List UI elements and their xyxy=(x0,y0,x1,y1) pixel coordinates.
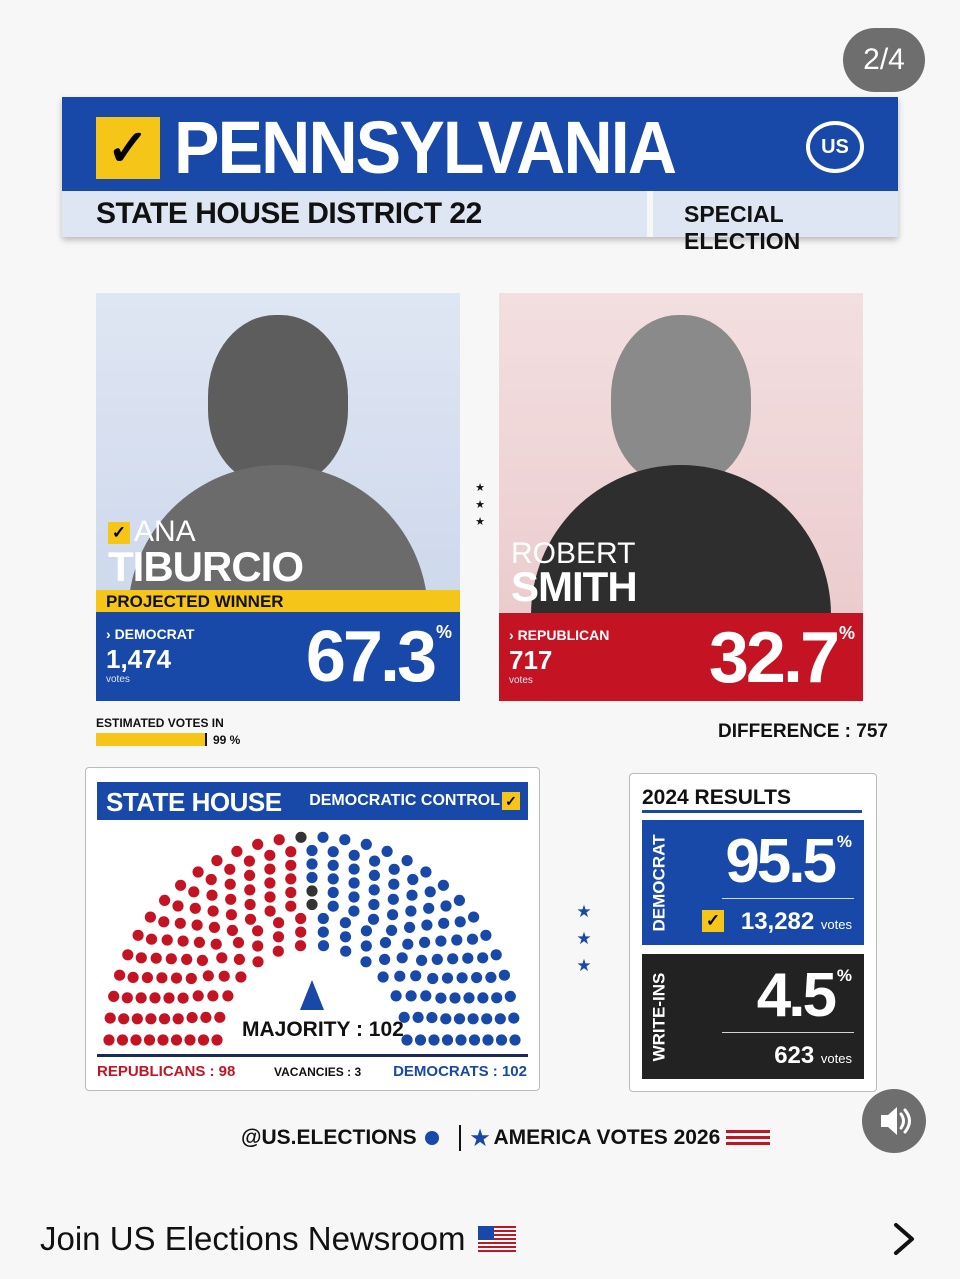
seat-republican xyxy=(264,864,275,875)
seat-democrat xyxy=(432,954,443,965)
seat-republican xyxy=(265,906,276,917)
banner-top xyxy=(62,97,898,191)
projected-winner-badge: PROJECTED WINNER xyxy=(96,590,460,612)
seat-republican xyxy=(206,890,217,901)
divider xyxy=(722,1032,854,1033)
seat-republican xyxy=(211,1034,222,1045)
seat-republican xyxy=(285,887,296,898)
democrat-votes-number: 13,282 xyxy=(740,908,815,935)
seat-republican xyxy=(208,906,219,917)
state-house-title: STATE HOUSE xyxy=(106,787,282,817)
seat-republican xyxy=(216,952,227,963)
seat-democrat xyxy=(407,874,418,885)
seat-republican xyxy=(273,946,284,957)
banner-divider xyxy=(647,191,653,237)
join-newsroom-link[interactable] xyxy=(40,1220,516,1258)
democrat-vertical-label xyxy=(645,820,673,945)
seat-democrat xyxy=(348,906,359,917)
seat-democrat xyxy=(455,1034,466,1045)
seat-democrat xyxy=(468,1013,479,1024)
seat-republican xyxy=(145,912,156,923)
seat-democrat xyxy=(368,899,379,910)
seat-democrat xyxy=(404,922,415,933)
seat-democrat xyxy=(491,949,502,960)
seat-republican xyxy=(130,1034,141,1045)
seat-democrat xyxy=(388,894,399,905)
seat-republican xyxy=(171,1034,182,1045)
results-2024-panel xyxy=(629,773,877,1092)
seat-democrat xyxy=(440,1013,451,1024)
state-house-panel xyxy=(85,767,540,1091)
divider xyxy=(722,898,854,899)
candidate-first-name: ROBERT xyxy=(511,537,636,570)
writeins-votes xyxy=(774,1042,852,1070)
photo-head xyxy=(208,315,348,485)
tagline: AMERICA VOTES 2026 xyxy=(493,1126,721,1149)
seat-democrat xyxy=(389,864,400,875)
seat-democrat xyxy=(328,887,339,898)
seat-republican xyxy=(209,922,220,933)
seat-republican xyxy=(122,949,133,960)
seat-republican xyxy=(159,895,170,906)
seat-democrat xyxy=(428,1034,439,1045)
seat-democrat xyxy=(425,886,436,897)
seat-republican xyxy=(219,971,230,982)
seat-democrat xyxy=(415,1034,426,1045)
seat-republican xyxy=(159,1013,170,1024)
seat-democrat xyxy=(442,973,453,984)
seat-democrat xyxy=(360,956,371,967)
seat-democrat xyxy=(477,992,488,1003)
seat-democrat xyxy=(340,946,351,957)
winner-check-icon: ✓ xyxy=(108,522,130,544)
seat-republican xyxy=(203,970,214,981)
seat-republican xyxy=(136,952,147,963)
district-title: STATE HOUSE DISTRICT 22 xyxy=(96,197,482,230)
seat-republican xyxy=(235,971,246,982)
checkmark-icon: ✓ xyxy=(96,117,160,179)
chevron-right-icon[interactable] xyxy=(888,1222,920,1256)
results-2024-underline xyxy=(642,810,862,813)
seat-democrat xyxy=(328,901,339,912)
seat-democrat xyxy=(505,991,516,1002)
seat-republican xyxy=(178,936,189,947)
majority-label: MAJORITY : 102 xyxy=(242,1018,404,1041)
seat-republican xyxy=(186,973,197,984)
seat-republican xyxy=(224,864,235,875)
percent-sign: % xyxy=(836,832,852,851)
seat-republican xyxy=(244,856,255,867)
seat-republican xyxy=(181,954,192,965)
seat-democrat xyxy=(426,1012,437,1023)
seat-republican xyxy=(206,874,217,885)
seat-republican xyxy=(245,914,256,925)
seat-democrat xyxy=(438,918,449,929)
seat-republican xyxy=(214,1012,225,1023)
party-text: REPUBLICAN xyxy=(517,627,610,643)
seat-republican xyxy=(190,903,201,914)
votes-word: votes xyxy=(820,917,852,932)
seat-democrat xyxy=(496,1034,507,1045)
seat-republican xyxy=(156,972,167,983)
seat-democrat xyxy=(449,992,460,1003)
vacancies-count: VACANCIES : 3 xyxy=(274,1065,362,1079)
seat-republican xyxy=(145,1013,156,1024)
decorative-stars: ★ ★ ★ xyxy=(475,482,485,528)
seat-democrat xyxy=(491,992,502,1003)
seat-republican xyxy=(295,927,306,938)
seat-democrat xyxy=(369,856,380,867)
seat-republican xyxy=(244,870,255,881)
banner-subtitle xyxy=(62,191,898,254)
seat-democrat xyxy=(387,909,398,920)
majority-marker-icon xyxy=(300,980,324,1010)
seat-democrat xyxy=(416,955,427,966)
sound-toggle-button[interactable] xyxy=(862,1089,926,1153)
seat-democrat xyxy=(462,953,473,964)
votes-word: votes xyxy=(820,1051,852,1066)
party-label: › DEMOCRAT xyxy=(106,626,195,642)
first-name-text: ANA xyxy=(134,515,196,548)
seat-republican xyxy=(285,846,296,857)
seat-democrat xyxy=(328,846,339,857)
seat-republican xyxy=(233,937,244,948)
photo-head xyxy=(611,315,751,485)
seat-democrat xyxy=(419,937,430,948)
vote-count: 717 xyxy=(509,645,553,675)
seat-republican xyxy=(226,909,237,920)
seat-democrat xyxy=(427,973,438,984)
seat-republican xyxy=(187,1012,198,1023)
seat-republican xyxy=(163,992,174,1003)
seat-democrat xyxy=(349,850,360,861)
seat-republican xyxy=(245,899,256,910)
seat-democrat xyxy=(481,1013,492,1024)
democrat-votes xyxy=(741,908,852,936)
seat-republican xyxy=(285,860,296,871)
percent-sign: % xyxy=(836,966,852,985)
account-handle: @US.ELECTIONS xyxy=(241,1126,417,1149)
seat-democrat xyxy=(318,940,329,951)
votes-label: votes xyxy=(106,674,130,685)
state-title: PENNSYLVANIA xyxy=(174,106,676,189)
seat-democrat xyxy=(467,934,478,945)
estimated-votes-percent: 99 % xyxy=(213,733,241,747)
verified-icon xyxy=(425,1131,439,1145)
seat-republican xyxy=(198,1034,209,1045)
seat-democrat xyxy=(306,845,317,856)
seat-democrat xyxy=(438,880,449,891)
vote-difference: DIFFERENCE : 757 xyxy=(718,721,888,742)
seat-republican xyxy=(175,880,186,891)
party-label: › REPUBLICAN xyxy=(509,627,610,643)
seat-democrat xyxy=(471,972,482,983)
seat-democrat xyxy=(318,927,329,938)
seat-republican xyxy=(133,930,144,941)
seat-republican xyxy=(225,879,236,890)
seat-democrat xyxy=(455,916,466,927)
seat-republican xyxy=(166,953,177,964)
seat-republican xyxy=(264,877,275,888)
candidate-last-name: SMITH xyxy=(511,563,637,610)
democrat-percent: 95.5 xyxy=(725,827,834,896)
seat-republican xyxy=(197,955,208,966)
seat-vacant xyxy=(306,885,317,896)
seat-democrat xyxy=(480,930,491,941)
state-house-header xyxy=(97,782,528,820)
seat-republican xyxy=(192,920,203,931)
vote-count: 1,474 xyxy=(106,644,172,674)
seat-republican xyxy=(252,940,263,951)
seat-republican xyxy=(234,954,245,965)
seat-democrat xyxy=(306,858,317,869)
seat-republican xyxy=(264,891,275,902)
seat-republican xyxy=(225,894,236,905)
seat-democrat xyxy=(394,971,405,982)
seat-democrat xyxy=(349,864,360,875)
result-panel-democrat xyxy=(96,612,460,701)
seat-republican xyxy=(274,834,285,845)
seat-democrat xyxy=(435,993,446,1004)
seat-republican xyxy=(122,992,133,1003)
seat-democrat xyxy=(406,990,417,1001)
seat-democrat xyxy=(349,877,360,888)
seat-republican xyxy=(273,917,284,928)
seat-republican xyxy=(158,916,169,927)
votes-label: votes xyxy=(509,675,533,686)
speaker-icon xyxy=(862,1089,926,1153)
seat-republican xyxy=(178,993,189,1004)
seat-democrat xyxy=(361,839,372,850)
seat-democrat xyxy=(402,939,413,950)
us-flag-icon xyxy=(478,1226,516,1252)
seat-democrat xyxy=(482,1034,493,1045)
writeins-percent: 4.5 xyxy=(756,961,834,1030)
results-2024-democrat xyxy=(642,820,864,945)
seat-republican xyxy=(285,873,296,884)
seat-republican xyxy=(103,1034,114,1045)
separator xyxy=(459,1125,461,1151)
seat-republican xyxy=(184,1034,195,1045)
seat-democrat xyxy=(369,884,380,895)
seat-republican xyxy=(193,866,204,877)
election-type: SPECIAL ELECTION xyxy=(684,201,801,254)
control-label xyxy=(309,792,520,810)
seat-democrat xyxy=(361,940,372,951)
seat-republican xyxy=(264,850,275,861)
seat-democrat xyxy=(348,891,359,902)
seat-democrat xyxy=(420,866,431,877)
seat-democrat xyxy=(328,873,339,884)
decorative-stars: ★ ★ ★ xyxy=(576,902,592,975)
seat-democrat xyxy=(442,1034,453,1045)
party-text: DEMOCRAT xyxy=(114,626,195,642)
seat-republican xyxy=(285,901,296,912)
seat-republican xyxy=(188,886,199,897)
seat-democrat xyxy=(457,972,468,983)
seat-republican xyxy=(132,1013,143,1024)
seat-democrat xyxy=(499,970,510,981)
seat-republican xyxy=(193,990,204,1001)
seat-democrat xyxy=(328,860,339,871)
seat-democrat xyxy=(318,913,329,924)
seat-democrat xyxy=(420,990,431,1001)
seat-democrat xyxy=(435,936,446,947)
seat-republican xyxy=(295,913,306,924)
page-counter: 2/4 xyxy=(843,28,925,92)
seat-democrat xyxy=(508,1013,519,1024)
seat-republican xyxy=(157,1034,168,1045)
seat-democrat xyxy=(386,925,397,936)
seat-democrat xyxy=(440,900,451,911)
seat-democrat xyxy=(509,1034,520,1045)
writeins-vertical-label xyxy=(645,954,673,1079)
republicans-count: REPUBLICANS : 98 xyxy=(97,1063,236,1080)
seat-democrat xyxy=(339,834,350,845)
seat-democrat xyxy=(368,914,379,925)
seat-democrat xyxy=(379,954,390,965)
seat-democrat xyxy=(317,832,328,843)
seat-democrat xyxy=(406,890,417,901)
seat-republican xyxy=(171,973,182,984)
winner-check-icon: ✓ xyxy=(702,910,724,932)
flag-stripes-icon xyxy=(726,1130,770,1146)
results-2024-writeins xyxy=(642,954,864,1079)
seat-republican xyxy=(211,939,222,950)
us-elections-logo: US xyxy=(806,121,864,173)
seat-republican xyxy=(136,992,147,1003)
seat-republican xyxy=(200,1012,211,1023)
seat-democrat xyxy=(369,870,380,881)
seat-republican xyxy=(108,991,119,1002)
seat-democrat xyxy=(469,1034,480,1045)
democrats-count: DEMOCRATS : 102 xyxy=(393,1063,527,1080)
seat-democrat xyxy=(378,971,389,982)
writeins-votes-number: 623 xyxy=(774,1042,815,1069)
seat-republican xyxy=(118,1013,129,1024)
seat-democrat xyxy=(380,937,391,948)
seat-republican xyxy=(175,918,186,929)
result-panel-republican xyxy=(499,613,863,701)
credit-line xyxy=(241,1124,770,1152)
candidate-card-democrat xyxy=(96,293,460,701)
seat-democrat xyxy=(410,970,421,981)
seat-democrat xyxy=(306,872,317,883)
seat-democrat xyxy=(361,925,372,936)
seat-democrat xyxy=(402,855,413,866)
seat-vacant xyxy=(306,899,317,910)
vote-percent: 67.3 xyxy=(305,617,434,697)
seat-republican xyxy=(211,855,222,866)
seat-republican xyxy=(151,953,162,964)
seat-republican xyxy=(207,990,218,1001)
join-newsroom-bar[interactable] xyxy=(0,1200,960,1279)
percent-sign: % xyxy=(838,623,855,643)
seat-democrat xyxy=(451,934,462,945)
seat-democrat xyxy=(421,920,432,931)
star-icon: ★ xyxy=(470,1126,490,1150)
seat-republican xyxy=(273,931,284,942)
seat-republican xyxy=(222,990,233,1001)
seat-democrat xyxy=(382,846,393,857)
seat-republican xyxy=(105,1013,116,1024)
header-banner xyxy=(62,97,898,254)
democrat-label-text: DEMOCRAT xyxy=(649,834,669,931)
seat-democrat xyxy=(454,1013,465,1024)
seat-republican xyxy=(162,934,173,945)
seat-democrat xyxy=(423,903,434,914)
seat-democrat xyxy=(485,972,496,983)
seat-democrat xyxy=(468,912,479,923)
seat-republican xyxy=(252,956,263,967)
percent-sign: % xyxy=(435,622,452,642)
seat-republican xyxy=(117,1034,128,1045)
seat-republican xyxy=(295,940,306,951)
state-house-baseline xyxy=(97,1054,528,1057)
vote-percent: 32.7 xyxy=(708,618,837,698)
candidate-card-republican xyxy=(499,293,863,701)
seat-republican xyxy=(142,972,153,983)
seat-republican xyxy=(114,970,125,981)
seat-republican xyxy=(146,934,157,945)
writeins-label-text: WRITE-INS xyxy=(649,972,668,1061)
seat-republican xyxy=(194,937,205,948)
estimated-votes-label: ESTIMATED VOTES IN xyxy=(96,716,224,730)
seat-democrat xyxy=(454,895,465,906)
seat-democrat xyxy=(340,931,351,942)
seat-democrat xyxy=(447,953,458,964)
join-newsroom-text: Join US Elections Newsroom xyxy=(40,1220,466,1257)
seat-republican xyxy=(128,972,139,983)
seat-republican xyxy=(252,839,263,850)
control-text: DEMOCRATIC CONTROL xyxy=(309,792,500,810)
seat-republican xyxy=(244,884,255,895)
seat-republican xyxy=(173,1013,184,1024)
control-check-icon: ✓ xyxy=(502,792,520,810)
seat-democrat xyxy=(463,992,474,1003)
seat-democrat xyxy=(388,879,399,890)
seat-democrat xyxy=(477,952,488,963)
seat-democrat xyxy=(397,952,408,963)
seat-republican xyxy=(144,1034,155,1045)
seat-republican xyxy=(172,900,183,911)
seat-republican xyxy=(149,992,160,1003)
seat-democrat xyxy=(391,990,402,1001)
seat-democrat xyxy=(413,1012,424,1023)
seat-chart xyxy=(100,830,525,1050)
seat-democrat xyxy=(405,906,416,917)
seat-republican xyxy=(231,846,242,857)
seat-democrat xyxy=(495,1013,506,1024)
seat-vacant xyxy=(295,832,306,843)
seat-republican xyxy=(227,925,238,936)
estimated-votes-bar xyxy=(96,733,207,746)
seat-republican xyxy=(252,925,263,936)
seat-democrat xyxy=(340,917,351,928)
candidate-last-name: TIBURCIO xyxy=(108,543,303,590)
results-2024-title: 2024 RESULTS xyxy=(642,786,791,809)
